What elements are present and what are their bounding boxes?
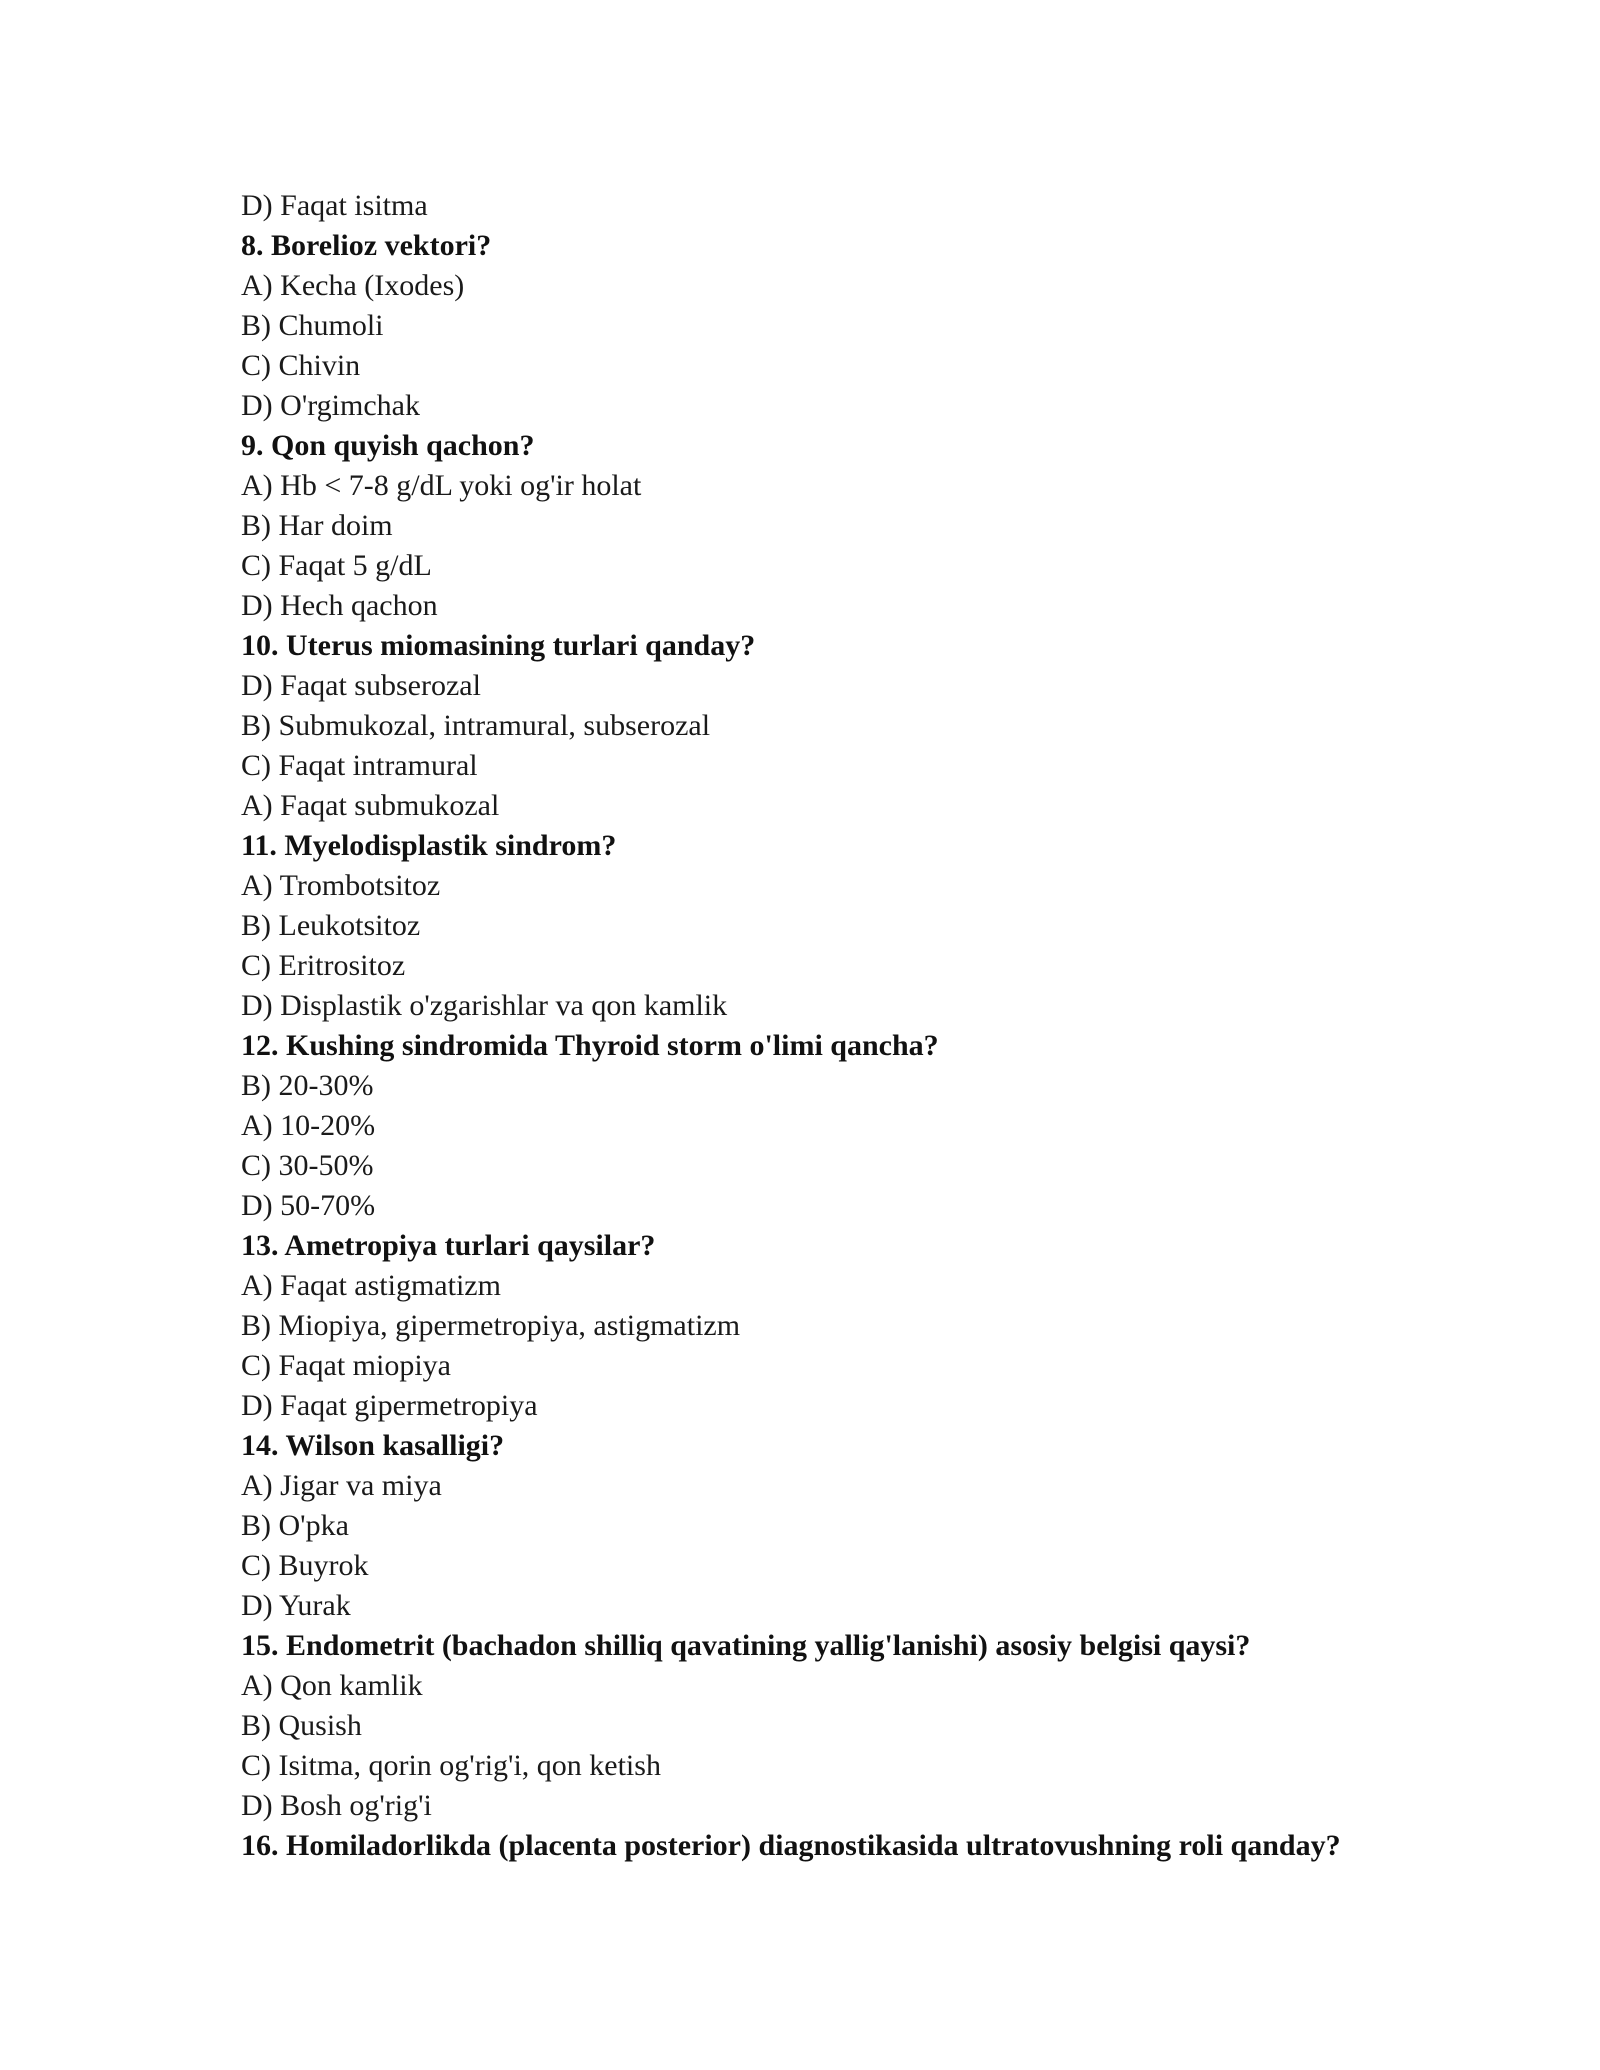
answer-option: A) Faqat astigmatizm — [241, 1269, 501, 1302]
answer-option: C) Faqat 5 g/dL — [241, 549, 432, 582]
question-heading: 11. Myelodisplastik sindrom? — [241, 829, 617, 862]
answer-option: A) Kecha (Ixodes) — [241, 269, 465, 302]
answer-option: B) Har doim — [241, 509, 393, 542]
question-heading: 16. Homiladorlikda (placenta posterior) diagnostikasida ultratovushning roli qanday? — [241, 1829, 1341, 1862]
answer-option: C) Buyrok — [241, 1549, 369, 1582]
answer-option: A) Faqat submukozal — [241, 789, 500, 822]
answer-option: A) Qon kamlik — [241, 1669, 423, 1702]
answer-option: A) Jigar va miya — [241, 1469, 442, 1502]
question-heading: 15. Endometrit (bachadon shilliq qavatining yallig'lanishi) asosiy belgisi qaysi? — [241, 1629, 1251, 1662]
answer-option: C) Isitma, qorin og'rig'i, qon ketish — [241, 1749, 661, 1782]
answer-option: C) 30-50% — [241, 1149, 374, 1182]
answer-option: B) Miopiya, gipermetropiya, astigmatizm — [241, 1309, 741, 1342]
answer-option: B) 20-30% — [241, 1069, 374, 1102]
question-heading: 12. Kushing sindromida Thyroid storm o'limi qancha? — [241, 1029, 939, 1062]
answer-option: B) Leukotsitoz — [241, 909, 421, 942]
document-page — [241, 186, 1491, 1866]
answer-option: B) Chumoli — [241, 309, 384, 342]
answer-option: D) 50-70% — [241, 1189, 376, 1222]
answer-option: C) Faqat intramural — [241, 749, 478, 782]
answer-option: A) Trombotsitoz — [241, 869, 441, 902]
question-heading: 9. Qon quyish qachon? — [241, 429, 535, 462]
answer-option: D) Faqat subserozal — [241, 669, 481, 702]
answer-option: D) O'rgimchak — [241, 389, 420, 422]
answer-option: A) 10-20% — [241, 1109, 376, 1142]
answer-option: A) Hb < 7-8 g/dL yoki og'ir holat — [241, 469, 642, 502]
question-heading: 8. Borelioz vektori? — [241, 229, 492, 262]
answer-option: C) Faqat miopiya — [241, 1349, 451, 1382]
answer-option: B) Qusish — [241, 1709, 362, 1742]
question-heading: 14. Wilson kasalligi? — [241, 1429, 505, 1462]
answer-option: D) Faqat gipermetropiya — [241, 1389, 538, 1422]
answer-option: C) Eritrositoz — [241, 949, 406, 982]
answer-option: D) Hech qachon — [241, 589, 438, 622]
answer-option: B) O'pka — [241, 1509, 349, 1542]
answer-option: B) Submukozal, intramural, subserozal — [241, 709, 711, 742]
answer-option: D) Displastik o'zgarishlar va qon kamlik — [241, 989, 728, 1022]
answer-option: D) Bosh og'rig'i — [241, 1789, 432, 1822]
answer-option: D) Faqat isitma — [241, 189, 428, 222]
answer-option: D) Yurak — [241, 1589, 351, 1622]
question-heading: 10. Uterus miomasining turlari qanday? — [241, 629, 756, 662]
answer-option: C) Chivin — [241, 349, 361, 382]
question-heading: 13. Ametropiya turlari qaysilar? — [241, 1229, 656, 1262]
